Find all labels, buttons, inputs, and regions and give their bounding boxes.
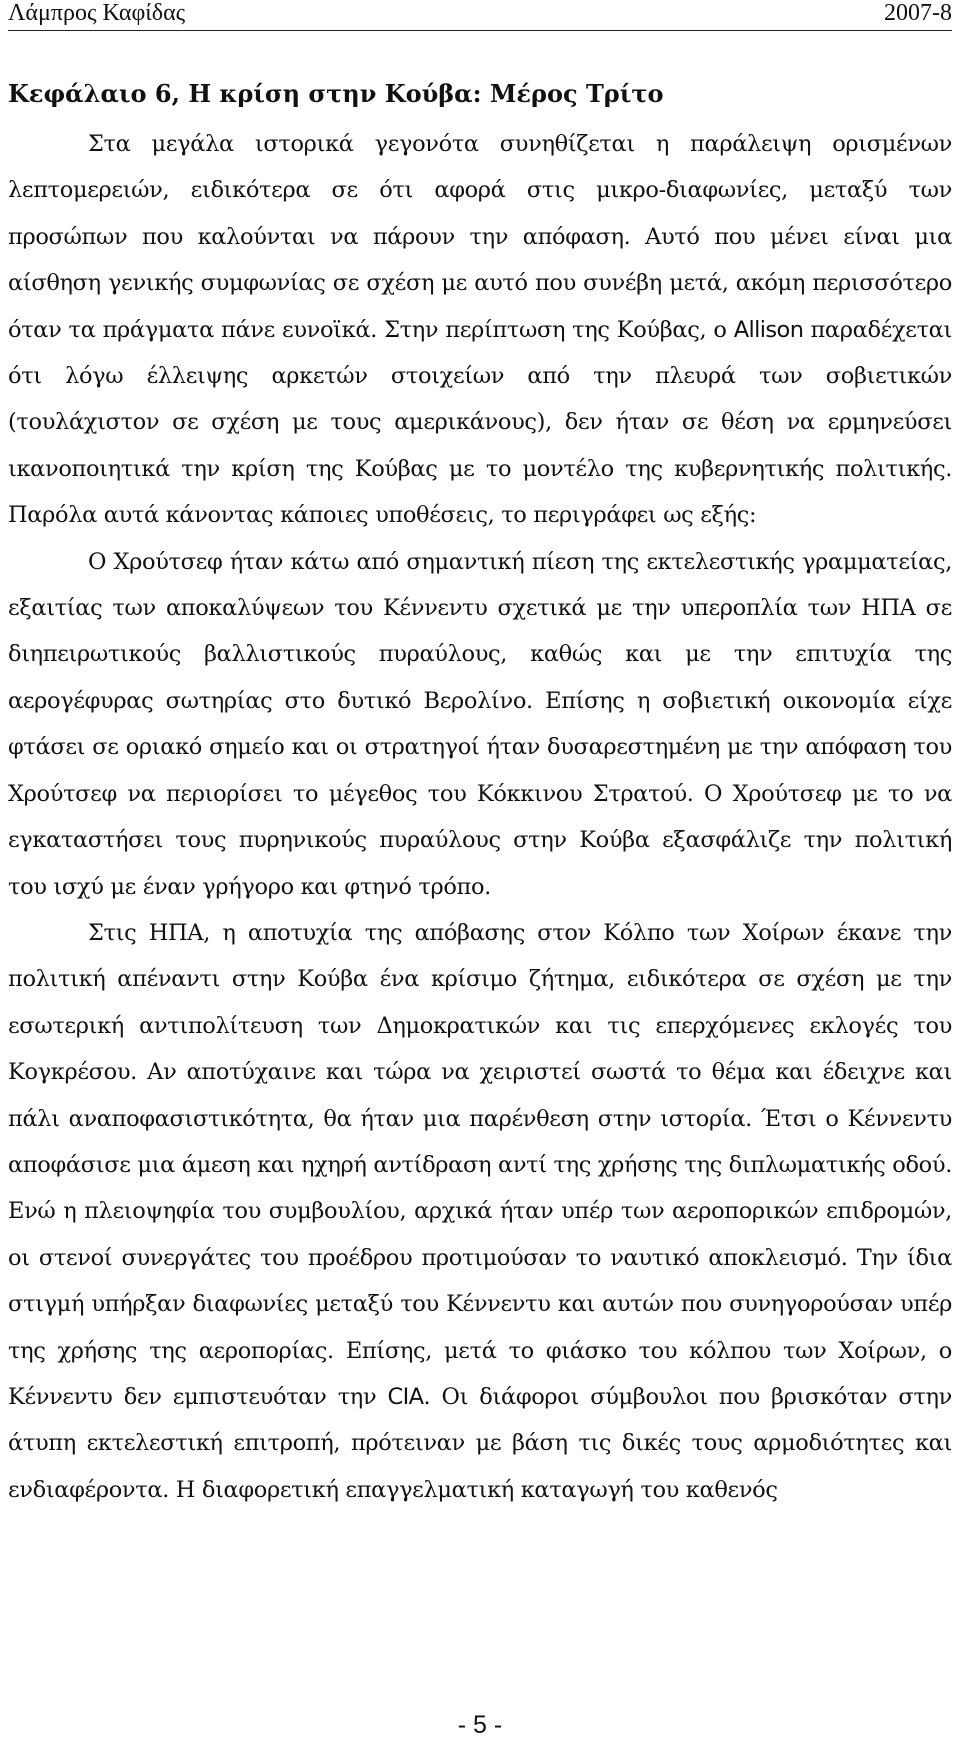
paragraph-1 [8, 121, 952, 539]
paragraph-3-text-b: . Οι διάφοροι σύμβουλοι που βρισκόταν στην άτυπη εκτελεστική επιτροπή, πρότειναν με βάση τις δικές τους αρμοδιότητες και ενδιαφέροντα. Η διαφορετική επαγγελματική καταγωγή του καθενός [8, 1383, 952, 1503]
paragraph-1-text-b: παραδέχεται ότι λόγω έλλειψης αρκετών στοιχείων από την πλευρά των σοβιετικών (τουλάχιστον σε σχέση με τους αμερικάνους), δεν ήταν σε θέση να ερμηνεύσει ικανοποιητικά την κρίση της Κούβας με το μοντέλο της κυβερνητικής πολιτικής. Παρόλα αυτά κάνοντας κάποιες υποθέσεις, το περιγράφει ως εξής: [8, 316, 952, 529]
header-author: Λάμπρος Καφίδας [8, 0, 186, 26]
header-date: 2007-8 [884, 0, 952, 26]
author-name-allison: Allison [733, 316, 804, 343]
page-number: - 5 - [457, 1711, 503, 1739]
paragraph-1-text-a: Στα μεγάλα ιστορικά γεγονότα συνηθίζεται η παράλειψη ορισμένων λεπτομερειών, ειδικότερα σε ότι αφορά στις μικρο-διαφωνίες, μεταξύ των προσώπων που καλούνται να πάρουν την απόφαση. Αυτό που μένει είναι μια αίσθηση γενικής συμφωνίας σε σχέση με αυτό που συνέβη μετά, ακόμη περισσότερο όταν τα πράγματα πάνε ευνοϊκά. Στην περίπτωση της Κούβας, ο [8, 131, 952, 343]
agency-cia: CIA [387, 1383, 424, 1410]
paragraph-3 [8, 910, 952, 1513]
running-header [8, 0, 952, 31]
paragraph-2: Ο Χρούτσεφ ήταν κάτω από σημαντική πίεση της εκτελεστικής γραμματείας, εξαιτίας των αποκαλύψεων του Κέννεντυ σχετικά με την υπεροπλία των ΗΠΑ σε διηπειρωτικούς βαλλιστικούς πυραύλους, καθώς και με την επιτυχία της αερογέφυρας σωτηρίας στο δυτικό Βερολίνο. Επίσης η σοβιετική οικονομία είχε φτάσει σε οριακό σημείο και οι στρατηγοί ήταν δυσαρεστημένη με την απόφαση του Χρούτσεφ να περιορίσει το μέγεθος του Κόκκινου Στρατού. Ο Χρούτσεφ με το να εγκαταστήσει τους πυρηνικούς πυραύλους στην Κούβα εξασφάλιζε την πολιτική του ισχύ με έναν γρήγορο και φτηνό τρόπο. [8, 548, 952, 900]
chapter-title: Κεφάλαιο 6, Η κρίση στην Κούβα: Μέρος Τρίτο [8, 79, 664, 108]
body-text [8, 121, 952, 1513]
paragraph-3-text-a: Στις ΗΠΑ, η αποτυχία της απόβασης στον Κόλπο των Χοίρων έκανε την πολιτική απέναντι στην Κούβα ένα κρίσιμο ζήτημα, ειδικότερα σε σχέση με την εσωτερική αντιπολίτευση των Δημοκρατικών και τις επερχόμενες εκλογές του Κογκρέσου. Αν αποτύχαινε και τώρα να χειριστεί σωστά το θέμα και έδειχνε και πάλι αναποφασιστικότητα, θα ήταν μια παρένθεση στην ιστορία. Έτσι ο Κέννεντυ αποφάσισε μια άμεση και ηχηρή αντίδραση αντί της χρήσης της διπλωματικής οδού. Ενώ η πλειοψηφία του συμβουλίου, αρχικά ήταν υπέρ των αεροπορικών επιδρομών, οι στενοί συνεργάτες του προέδρου προτιμούσαν το ναυτικό αποκλεισμό. Την ίδια στιγμή υπήρξαν διαφωνίες μεταξύ του Κέννεντυ και αυτών που συνηγορούσαν υπέρ της χρήσης της αεροπορίας. Επίσης, μετά το φιάσκο του κόλπου των Χοίρων, ο Κέννεντυ δεν εμπιστευόταν την [8, 919, 952, 1410]
